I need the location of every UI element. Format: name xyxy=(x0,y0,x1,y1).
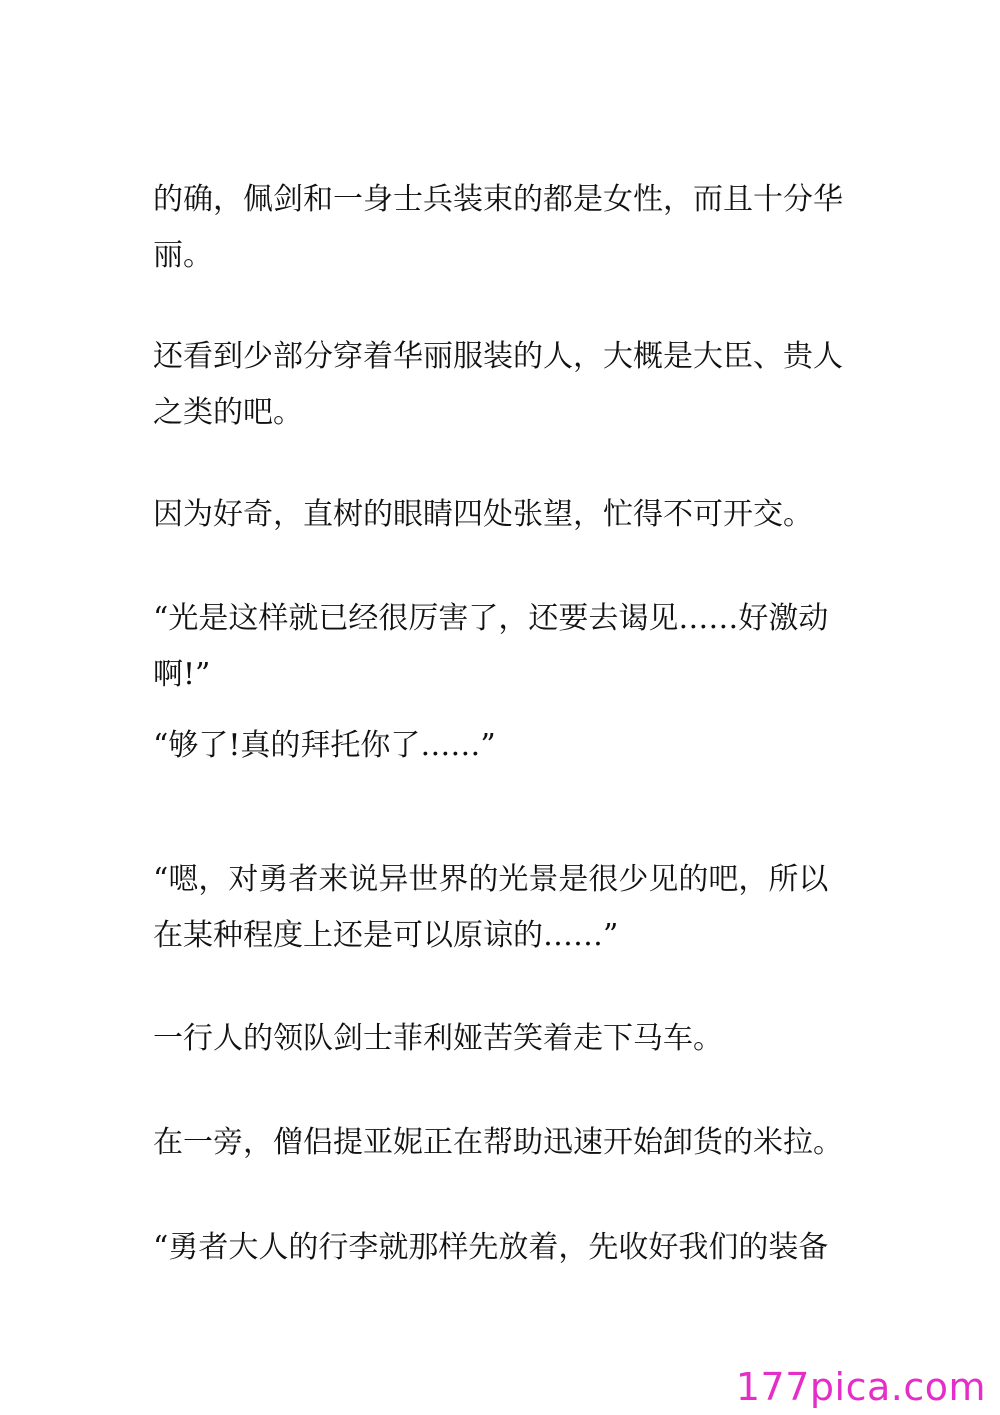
paragraph-line: 一行人的领队剑士菲利娅苦笑着走下马车。 xyxy=(153,1021,723,1056)
paragraph-6 xyxy=(153,852,853,964)
paragraph-line: “勇者大人的行李就那样先放着，先收好我们的装备 xyxy=(153,1230,829,1265)
paragraph-4 xyxy=(153,591,853,703)
paragraph-line: “嗯，对勇者来说异世界的光景是很少见的吧，所以 xyxy=(153,862,829,897)
paragraph-line: 在一旁，僧侣提亚妮正在帮助迅速开始卸货的米拉。 xyxy=(153,1125,843,1160)
paragraph-line: 还看到少部分穿着华丽服装的人，大概是大臣、贵人 xyxy=(153,339,843,374)
paragraph-line: 在某种程度上还是可以原谅的……” xyxy=(153,918,619,953)
paragraph-line: 啊!” xyxy=(153,657,211,692)
paragraph-3 xyxy=(153,487,853,543)
paragraph-1 xyxy=(153,172,853,284)
paragraph-line: 因为好奇，直树的眼睛四处张望，忙得不可开交。 xyxy=(153,497,813,532)
paragraph-2 xyxy=(153,329,853,441)
paragraph-line: “够了!真的拜托你了……” xyxy=(153,728,496,763)
paragraph-line: 之类的吧。 xyxy=(153,395,303,430)
watermark-text: 177pica.com xyxy=(735,1365,986,1409)
paragraph-line: “光是这样就已经很厉害了，还要去谒见……好激动 xyxy=(153,601,829,636)
paragraph-5 xyxy=(153,718,853,774)
paragraph-line: 丽。 xyxy=(153,238,213,273)
paragraph-line: 的确，佩剑和一身士兵装束的都是女性，而且十分华 xyxy=(153,182,843,217)
paragraph-7 xyxy=(153,1011,853,1067)
paragraph-8 xyxy=(153,1115,853,1171)
paragraph-9 xyxy=(153,1220,853,1276)
